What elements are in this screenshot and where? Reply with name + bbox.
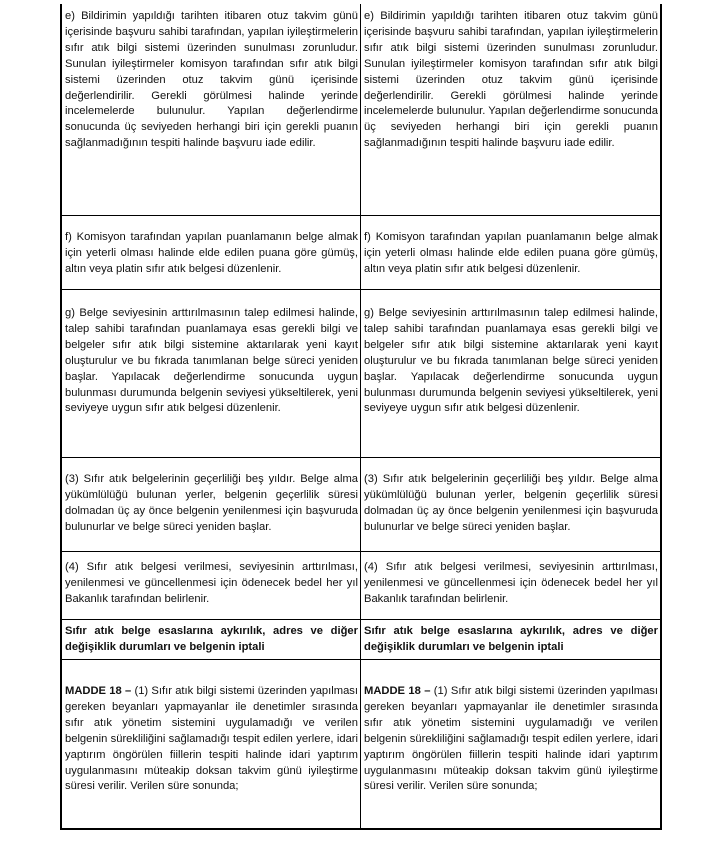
- article-label: MADDE 18 –: [65, 685, 132, 697]
- table-row: [62, 290, 660, 458]
- right-cell: [361, 552, 660, 619]
- left-cell: [62, 458, 361, 551]
- cell-text: (3) Sıfır atık belgelerinin geçerliliği beş yıldır. Belge alma yükümlülüğü bulunan yerler, belgenin geçerlilik süresi dolmadan üç ay önce belgenin yenilenmesi için başvuruda bulunurlar ve belge süreci yeniden başlar.: [65, 473, 358, 533]
- comparison-table: [60, 4, 662, 830]
- right-cell: [361, 216, 660, 289]
- article-text: (1) Sıfır atık bilgi sistemi üzerinden yapılması gereken beyanları yapmayanlar ile denetimler sırasında sıfır atık yönetim sistemini uygulamadığı ve verilen belgenin sürekliliğini sağlamadığı tespit edilen yerlere, idari yaptırım öngörülen fiillerin tespiti halinde idari yaptırım uygulanmasını müteakip doksan takvim günü iyileştirme süresi verilir. Verilen süre sonunda;: [364, 685, 658, 793]
- cell-text: e) Bildirimin yapıldığı tarihten itibaren otuz takvim günü içerisinde başvuru sahibi tarafından, yapılan iyileştirmelerin sıfır atık bilgi sistemi üzerinden sunulması zorunludur. Sunulan iyileştirmeler komisyon tarafından sıfır atık bilgi sistemi üzerinden otuz takvim günü içerisinde değerlendirilir. Gerekli görülmesi halinde yerinde incelemelerde bulunulur. Yapılan değerlendirme sonucunda üç seviyeden herhangi biri için gerekli puanın sağlanmadığının tespiti halinde başvuru iade edilir.: [65, 10, 358, 150]
- table-row: [62, 620, 660, 660]
- cell-text: [65, 684, 358, 795]
- cell-text: (3) Sıfır atık belgelerinin geçerliliği beş yıldır. Belge alma yükümlülüğü bulunan yerler, belgenin geçerlilik süresi dolmadan üç ay önce belgenin yenilenmesi için başvuruda bulunurlar ve belge süreci yeniden başlar.: [364, 473, 658, 533]
- section-heading: Sıfır atık belge esaslarına aykırılık, adres ve diğer değişiklik durumları ve belgenin iptali: [364, 625, 658, 653]
- table-row: [62, 458, 660, 552]
- cell-text: g) Belge seviyesinin arttırılmasının talep edilmesi halinde, talep sahibi tarafından puanlamaya esas gerekli bilgi ve belgeler sıfır atık bilgi sistemine aktarılarak yeni kayıt oluşturulur ve bu fıkrada tanımlanan belge süreci yeniden başlar. Yapılacak değerlendirme sonucunda uygun bulunması durumunda belgenin seviyesi yükseltilerek, yeni seviyeye uygun sıfır atık belgesi düzenlenir.: [65, 307, 358, 415]
- table-row: [62, 216, 660, 290]
- cell-text: (4) Sıfır atık belgesi verilmesi, seviyesinin arttırılması, yenilenmesi ve güncellenmesi için ödenecek bedel her yıl Bakanlık tarafından belirlenir.: [364, 561, 658, 605]
- left-cell: [62, 290, 361, 457]
- left-cell: [62, 216, 361, 289]
- left-cell: [62, 4, 361, 215]
- table-row: [62, 660, 660, 830]
- right-cell: [361, 4, 660, 215]
- cell-text: f) Komisyon tarafından yapılan puanlamanın belge almak için yeterli olması halinde elde edilen puana göre gümüş, altın veya platin sıfır atık belgesi düzenlenir.: [364, 231, 658, 275]
- right-cell: [361, 660, 660, 828]
- table-row: [62, 552, 660, 620]
- left-cell: [62, 620, 361, 659]
- cell-text: e) Bildirimin yapıldığı tarihten itibaren otuz takvim günü içerisinde başvuru sahibi tarafından, yapılan iyileştirmelerin sıfır atık bilgi sistemi üzerinden sunulması zorunludur. Sunulan iyileştirmeler komisyon tarafından sıfır atık bilgi sistemi üzerinden otuz takvim günü içerisinde değerlendirilir. Gerekli görülmesi halinde yerinde incelemelerde bulunulur. Yapılan değerlendirme sonucunda üç seviyeden herhangi biri için gerekli puanın sağlanmadığının tespiti halinde başvuru iade edilir.: [364, 10, 658, 150]
- section-heading: Sıfır atık belge esaslarına aykırılık, adres ve diğer değişiklik durumları ve belgenin iptali: [65, 625, 358, 653]
- table-row: [62, 4, 660, 216]
- cell-text: [364, 684, 658, 795]
- cell-text: f) Komisyon tarafından yapılan puanlamanın belge almak için yeterli olması halinde elde edilen puana göre gümüş, altın veya platin sıfır atık belgesi düzenlenir.: [65, 231, 358, 275]
- left-cell: [62, 660, 361, 828]
- left-cell: [62, 552, 361, 619]
- right-cell: [361, 290, 660, 457]
- cell-text: (4) Sıfır atık belgesi verilmesi, seviyesinin arttırılması, yenilenmesi ve güncellenmesi için ödenecek bedel her yıl Bakanlık tarafından belirlenir.: [65, 561, 358, 605]
- cell-text: g) Belge seviyesinin arttırılmasının talep edilmesi halinde, talep sahibi tarafından puanlamaya esas gerekli bilgi ve belgeler sıfır atık bilgi sistemine aktarılarak yeni kayıt oluşturulur ve bu fıkrada tanımlanan belge süreci yeniden başlar. Yapılacak değerlendirme sonucunda uygun bulunması durumunda belgenin seviyesi yükseltilerek, yeni seviyeye uygun sıfır atık belgesi düzenlenir.: [364, 307, 658, 415]
- article-label: MADDE 18 –: [364, 685, 431, 697]
- right-cell: [361, 620, 660, 659]
- right-cell: [361, 458, 660, 551]
- article-text: (1) Sıfır atık bilgi sistemi üzerinden yapılması gereken beyanları yapmayanlar ile denetimler sırasında sıfır atık yönetim sistemini uygulamadığı ve verilen belgenin sürekliliğini sağlamadığı tespit edilen yerlere, idari yaptırım öngörülen fiillerin tespiti halinde idari yaptırım uygulanmasını müteakip doksan takvim günü iyileştirme süresi verilir. Verilen süre sonunda;: [65, 685, 358, 793]
